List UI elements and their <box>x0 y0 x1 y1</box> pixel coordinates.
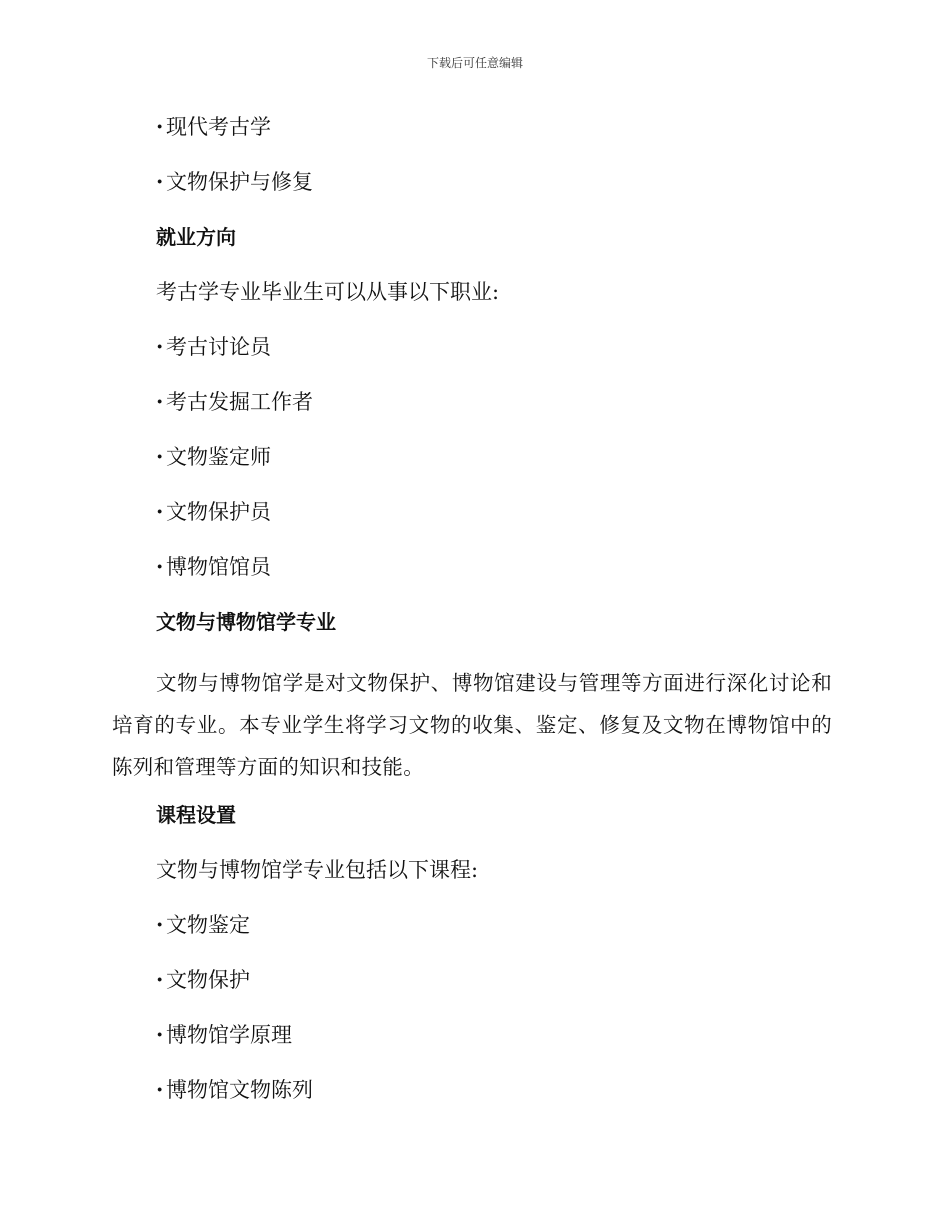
list-item <box>112 330 832 385</box>
list-item-text: 文物保护 <box>166 968 250 992</box>
employment-intro: 考古学专业毕业生可以从事以下职业: <box>156 280 500 304</box>
list-item-text: 博物馆文物陈列 <box>166 1078 313 1102</box>
bullet-marker: · <box>156 169 164 194</box>
bullet-marker: · <box>156 114 164 139</box>
list-item-text: 文物保护员 <box>166 500 271 524</box>
list-item-text: 文物鉴定 <box>166 913 250 937</box>
list-item-text: 文物保护与修复 <box>166 170 313 194</box>
bullet-marker: · <box>156 912 164 937</box>
list-item-text: 考古发掘工作者 <box>166 390 313 414</box>
list-item-text: 考古讨论员 <box>166 335 271 359</box>
list-item <box>112 1073 832 1128</box>
bullet-marker: · <box>156 389 164 414</box>
list-item <box>112 165 832 220</box>
list-item <box>112 1018 832 1073</box>
bullet-marker: · <box>156 967 164 992</box>
list-item <box>112 110 832 165</box>
list-item <box>112 440 832 495</box>
bullet-marker: · <box>156 444 164 469</box>
bullet-marker: · <box>156 499 164 524</box>
list-item <box>112 495 832 550</box>
bullet-marker: · <box>156 1022 164 1047</box>
section-heading-major: 文物与博物馆学专业 <box>156 610 336 634</box>
bullet-marker: · <box>156 1077 164 1102</box>
list-item-text: 博物馆馆员 <box>166 555 271 579</box>
major-description-paragraph: 文物与博物馆学是对文物保护、博物馆建设与管理等方面进行深化讨论和培育的专业。本专业学生将学习文物的收集、鉴定、修复及文物在博物馆中的陈列和管理等方面的知识和技能。 <box>112 671 832 779</box>
list-item <box>112 385 832 440</box>
list-item-text: 现代考古学 <box>166 115 271 139</box>
list-item <box>112 550 832 605</box>
document-body <box>112 110 832 1128</box>
list-item-text: 文物鉴定师 <box>166 445 271 469</box>
section-heading-courses: 课程设置 <box>156 803 236 827</box>
bullet-marker: · <box>156 334 164 359</box>
bullet-marker: · <box>156 554 164 579</box>
section-heading-employment: 就业方向 <box>156 225 236 249</box>
list-item <box>112 963 832 1018</box>
list-item <box>112 908 832 963</box>
page-header-note: 下载后可任意编辑 <box>426 56 523 70</box>
list-item-text: 博物馆学原理 <box>166 1023 292 1047</box>
courses-intro: 文物与博物馆学专业包括以下课程: <box>156 858 479 882</box>
